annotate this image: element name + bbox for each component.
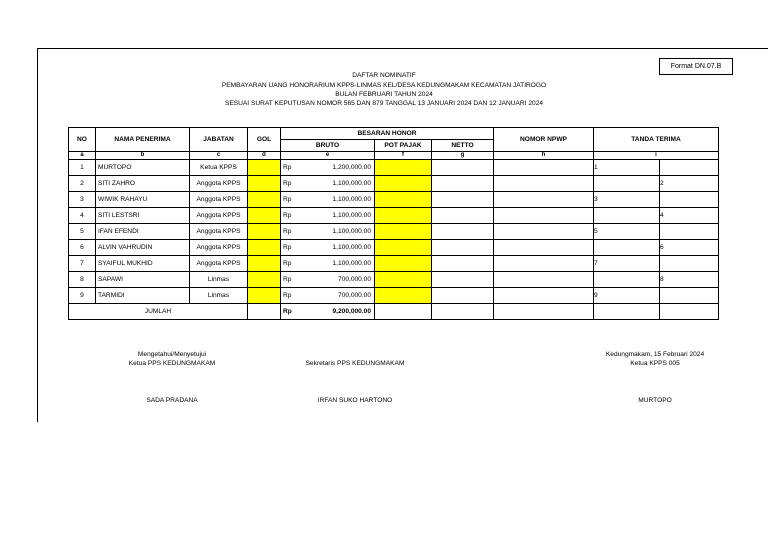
row-bruto: 1,200,000.00: [332, 164, 371, 171]
row-npwp: [494, 176, 594, 192]
row-netto: [432, 176, 494, 192]
format-label: Format DN.07.B: [659, 58, 733, 75]
row-nama: SITI LESTSRI: [96, 208, 190, 224]
total-sign-right: [660, 304, 719, 320]
row-nama: MURTOPO: [96, 160, 190, 176]
row-gol: [248, 224, 281, 240]
row-npwp: [494, 288, 594, 304]
total-bruto: 9,200,000.00: [332, 308, 371, 315]
row-no: 6: [69, 240, 96, 256]
doc-title: DAFTAR NOMINATIF: [352, 72, 416, 79]
row-bruto-cell: [281, 208, 375, 224]
row-sign-left: [594, 176, 660, 192]
row-gol: [248, 256, 281, 272]
row-jabatan: Anggota KPPS: [190, 256, 248, 272]
col-header-pot-pajak: POT PAJAK: [375, 140, 432, 152]
table-row: [69, 272, 719, 288]
row-sign-left: [594, 272, 660, 288]
row-netto: [432, 208, 494, 224]
row-sign-right: [660, 224, 719, 240]
table-row: [69, 192, 719, 208]
row-netto: [432, 160, 494, 176]
table-row: [69, 160, 719, 176]
row-sign-right: [660, 160, 719, 176]
row-bruto: 700,000.00: [337, 292, 371, 299]
row-netto: [432, 288, 494, 304]
row-pot-pajak: [375, 176, 432, 192]
row-jabatan: Anggota KPPS: [190, 176, 248, 192]
total-label: JUMLAH: [69, 304, 248, 320]
row-npwp: [494, 272, 594, 288]
col-letter: e: [281, 152, 375, 160]
row-npwp: [494, 256, 594, 272]
row-gol: [248, 208, 281, 224]
row-npwp: [494, 208, 594, 224]
sig-left-name: SADA PRADANA: [146, 397, 198, 404]
row-sign-left: 5: [594, 224, 660, 240]
row-netto: [432, 272, 494, 288]
row-bruto-cell: [281, 176, 375, 192]
col-header-bruto: BRUTO: [281, 140, 375, 152]
row-currency: Rp: [283, 164, 292, 171]
total-bruto-cell: [281, 304, 375, 320]
row-sign-right: 4: [660, 208, 719, 224]
row-no: 2: [69, 176, 96, 192]
row-sign-left: 3: [594, 192, 660, 208]
row-bruto: 1,100,000.00: [332, 196, 371, 203]
row-currency: Rp: [283, 244, 292, 251]
row-gol: [248, 288, 281, 304]
table-row: [69, 256, 719, 272]
total-currency: Rp: [283, 308, 292, 315]
row-currency: Rp: [283, 180, 292, 187]
row-sign-right: 6: [660, 240, 719, 256]
row-sign-right: [660, 288, 719, 304]
row-currency: Rp: [283, 260, 292, 267]
row-netto: [432, 256, 494, 272]
row-jabatan: Anggota KPPS: [190, 208, 248, 224]
signature-block-right: [580, 350, 730, 368]
row-bruto-cell: [281, 192, 375, 208]
col-header-netto: NETTO: [432, 140, 494, 152]
col-letter: b: [96, 152, 190, 160]
signature-block-left: [102, 350, 242, 368]
row-nama: SAPAWI: [96, 272, 190, 288]
total-sign-left: [594, 304, 660, 320]
row-netto: [432, 192, 494, 208]
table-row: [69, 208, 719, 224]
row-no: 9: [69, 288, 96, 304]
row-jabatan: Anggota KPPS: [190, 224, 248, 240]
sig-right-line1: Kedungmakam, 15 Februari 2024: [605, 351, 705, 358]
sig-left-line1: Mengetahui/Menyetujui: [137, 351, 207, 358]
column-letter-row: [69, 152, 719, 160]
row-bruto-cell: [281, 288, 375, 304]
page-top-border: [37, 48, 768, 49]
col-letter: h: [494, 152, 594, 160]
row-nama: TARMIDI: [96, 288, 190, 304]
row-netto: [432, 224, 494, 240]
sig-middle-line1: Sekretaris PPS KEDUNGMAKAM: [305, 360, 405, 367]
col-letter: d: [248, 152, 281, 160]
col-header-nama: NAMA PENERIMA: [96, 128, 190, 152]
row-no: 5: [69, 224, 96, 240]
sig-middle-name: IRFAN SUKO HARTONO: [317, 397, 393, 404]
total-gol-cell: [248, 304, 281, 320]
total-npwp: [494, 304, 594, 320]
col-letter: i: [594, 152, 719, 160]
row-pot-pajak: [375, 192, 432, 208]
row-npwp: [494, 160, 594, 176]
doc-subtitle: PEMBAYARAN UANG HONORARIUM KPPS-LINMAS KEL/DESA KEDUNGMAKAM KECAMATAN JATIROGO: [221, 82, 547, 89]
row-pot-pajak: [375, 240, 432, 256]
row-sign-right: 8: [660, 272, 719, 288]
row-sign-right: [660, 256, 719, 272]
row-sign-left: [594, 208, 660, 224]
row-pot-pajak: [375, 160, 432, 176]
row-bruto: 1,100,000.00: [332, 212, 371, 219]
row-no: 7: [69, 256, 96, 272]
row-currency: Rp: [283, 212, 292, 219]
doc-decree: SESUAI SURAT KEPUTUSAN NOMOR 565 DAN 879 TANGGAL 13 JANUARI 2024 DAN 12 JANUARI 2024: [224, 100, 544, 107]
row-npwp: [494, 224, 594, 240]
row-sign-right: 2: [660, 176, 719, 192]
row-bruto-cell: [281, 224, 375, 240]
col-letter: f: [375, 152, 432, 160]
row-bruto-cell: [281, 160, 375, 176]
row-currency: Rp: [283, 276, 292, 283]
row-nama: ALVIN VAHRUDIN: [96, 240, 190, 256]
row-nama: SITI ZAHRO: [96, 176, 190, 192]
row-npwp: [494, 240, 594, 256]
row-gol: [248, 240, 281, 256]
row-currency: Rp: [283, 228, 292, 235]
row-bruto: 1,100,000.00: [332, 180, 371, 187]
row-sign-left: [594, 240, 660, 256]
row-gol: [248, 272, 281, 288]
col-letter: a: [69, 152, 96, 160]
row-pot-pajak: [375, 256, 432, 272]
row-currency: Rp: [283, 196, 292, 203]
row-npwp: [494, 192, 594, 208]
total-pot-pajak: [375, 304, 432, 320]
col-header-tanda: TANDA TERIMA: [594, 128, 719, 152]
row-pot-pajak: [375, 208, 432, 224]
col-header-no: NO: [69, 128, 96, 152]
row-no: 3: [69, 192, 96, 208]
row-jabatan: Linmas: [190, 272, 248, 288]
sig-right-name: MURTOPO: [638, 397, 672, 404]
col-letter: c: [190, 152, 248, 160]
doc-period: BULAN FEBRUARI TAHUN 2024: [335, 91, 433, 98]
row-nama: IFAN EFENDI: [96, 224, 190, 240]
sig-left-line2: Ketua PPS KEDUNGMAKAM: [128, 360, 216, 367]
row-currency: Rp: [283, 292, 292, 299]
nominative-table: [68, 127, 719, 320]
row-bruto-cell: [281, 272, 375, 288]
row-sign-left: 9: [594, 288, 660, 304]
col-letter: g: [432, 152, 494, 160]
row-no: 8: [69, 272, 96, 288]
row-gol: [248, 176, 281, 192]
row-gol: [248, 192, 281, 208]
row-gol: [248, 160, 281, 176]
row-jabatan: Anggota KPPS: [190, 192, 248, 208]
total-row: [69, 304, 719, 320]
row-sign-right: [660, 192, 719, 208]
row-bruto-cell: [281, 256, 375, 272]
sig-right-line2: Ketua KPPS 005: [630, 360, 680, 367]
row-sign-left: 7: [594, 256, 660, 272]
row-nama: WIWIK RAHAYU: [96, 192, 190, 208]
row-nama: SYAIFUL MUKHID: [96, 256, 190, 272]
row-pot-pajak: [375, 224, 432, 240]
row-sign-left: 1: [594, 160, 660, 176]
row-no: 1: [69, 160, 96, 176]
row-bruto: 1,100,000.00: [332, 260, 371, 267]
row-no: 4: [69, 208, 96, 224]
row-bruto: 1,100,000.00: [332, 228, 371, 235]
table-row: [69, 224, 719, 240]
row-jabatan: Linmas: [190, 288, 248, 304]
table-body: [69, 160, 719, 304]
row-jabatan: Ketua KPPS: [190, 160, 248, 176]
row-jabatan: Anggota KPPS: [190, 240, 248, 256]
col-header-npwp: NOMOR NPWP: [494, 128, 594, 152]
table-row: [69, 240, 719, 256]
col-header-besaran: BESARAN HONOR: [281, 128, 494, 140]
total-netto: [432, 304, 494, 320]
table-row: [69, 288, 719, 304]
row-pot-pajak: [375, 288, 432, 304]
row-bruto: 1,100,000.00: [332, 244, 371, 251]
table-row: [69, 176, 719, 192]
row-pot-pajak: [375, 272, 432, 288]
row-bruto-cell: [281, 240, 375, 256]
col-header-jabatan: JABATAN: [190, 128, 248, 152]
row-netto: [432, 240, 494, 256]
col-header-gol: GOL: [248, 128, 281, 152]
row-bruto: 700,000.00: [337, 276, 371, 283]
